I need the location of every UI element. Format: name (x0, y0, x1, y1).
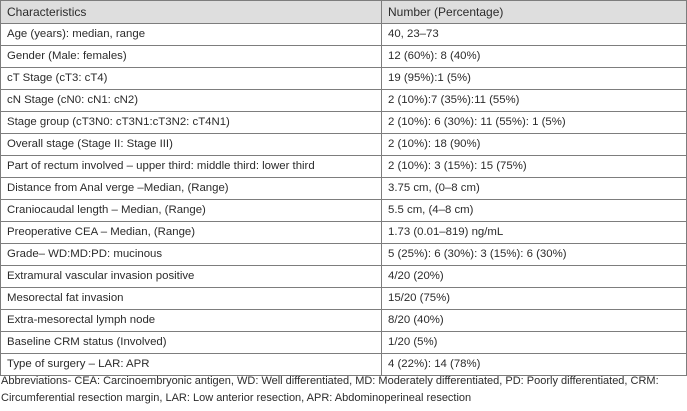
table-row (1, 266, 687, 288)
column-header-characteristics: Characteristics (1, 1, 382, 24)
characteristic-cell: Stage group (cT3N0: cT3N1:cT3N2: cT4N1) (1, 112, 382, 134)
table-row (1, 112, 687, 134)
characteristic-cell: Gender (Male: females) (1, 46, 382, 68)
value-cell: 40, 23–73 (382, 24, 687, 46)
characteristic-cell: Distance from Anal verge –Median, (Range) (1, 178, 382, 200)
value-cell: 2 (10%): 18 (90%) (382, 134, 687, 156)
characteristic-cell: Baseline CRM status (Involved) (1, 332, 382, 354)
table-row (1, 68, 687, 90)
table-row (1, 332, 687, 354)
characteristic-cell: cN Stage (cN0: cN1: cN2) (1, 90, 382, 112)
value-cell: 12 (60%): 8 (40%) (382, 46, 687, 68)
table-row (1, 222, 687, 244)
characteristic-cell: Craniocaudal length – Median, (Range) (1, 200, 382, 222)
table-row (1, 46, 687, 68)
characteristic-cell: Overall stage (Stage II: Stage III) (1, 134, 382, 156)
value-cell: 8/20 (40%) (382, 310, 687, 332)
table-row (1, 310, 687, 332)
characteristic-cell: Part of rectum involved – upper third: middle third: lower third (1, 156, 382, 178)
column-header-number-percentage: Number (Percentage) (382, 1, 687, 24)
value-cell: 19 (95%):1 (5%) (382, 68, 687, 90)
value-cell: 4 (22%): 14 (78%) (382, 354, 687, 376)
value-cell: 1/20 (5%) (382, 332, 687, 354)
characteristic-cell: Extramural vascular invasion positive (1, 266, 382, 288)
value-cell: 5 (25%): 6 (30%): 3 (15%): 6 (30%) (382, 244, 687, 266)
value-cell: 2 (10%): 6 (30%): 11 (55%): 1 (5%) (382, 112, 687, 134)
value-cell: 2 (10%):7 (35%):11 (55%) (382, 90, 687, 112)
table-row (1, 200, 687, 222)
characteristic-cell: cT Stage (cT3: cT4) (1, 68, 382, 90)
value-cell: 5.5 cm, (4–8 cm) (382, 200, 687, 222)
table-row (1, 134, 687, 156)
table-row (1, 90, 687, 112)
characteristic-cell: Extra-mesorectal lymph node (1, 310, 382, 332)
table-row (1, 24, 687, 46)
table-row (1, 178, 687, 200)
characteristic-cell: Preoperative CEA – Median, (Range) (1, 222, 382, 244)
abbreviations-footnote: Abbreviations- CEA: Carcinoembryonic antigen, WD: Well differentiated, MD: Moderately differentiated, PD: Poorly differentiated, CRM: Circumferential resection margin, LAR: Low anterior resection, APR: Abdominoperineal resection (1, 375, 659, 404)
value-cell: 1.73 (0.01–819) ng/mL (382, 222, 687, 244)
value-cell: 15/20 (75%) (382, 288, 687, 310)
value-cell: 2 (10%): 3 (15%): 15 (75%) (382, 156, 687, 178)
value-cell: 4/20 (20%) (382, 266, 687, 288)
characteristic-cell: Age (years): median, range (1, 24, 382, 46)
characteristic-cell: Grade– WD:MD:PD: mucinous (1, 244, 382, 266)
characteristic-cell: Mesorectal fat invasion (1, 288, 382, 310)
value-cell: 3.75 cm, (0–8 cm) (382, 178, 687, 200)
characteristic-cell: Type of surgery – LAR: APR (1, 354, 382, 376)
table-header-row (1, 1, 687, 24)
table-row (1, 288, 687, 310)
table-row (1, 244, 687, 266)
table-row (1, 156, 687, 178)
